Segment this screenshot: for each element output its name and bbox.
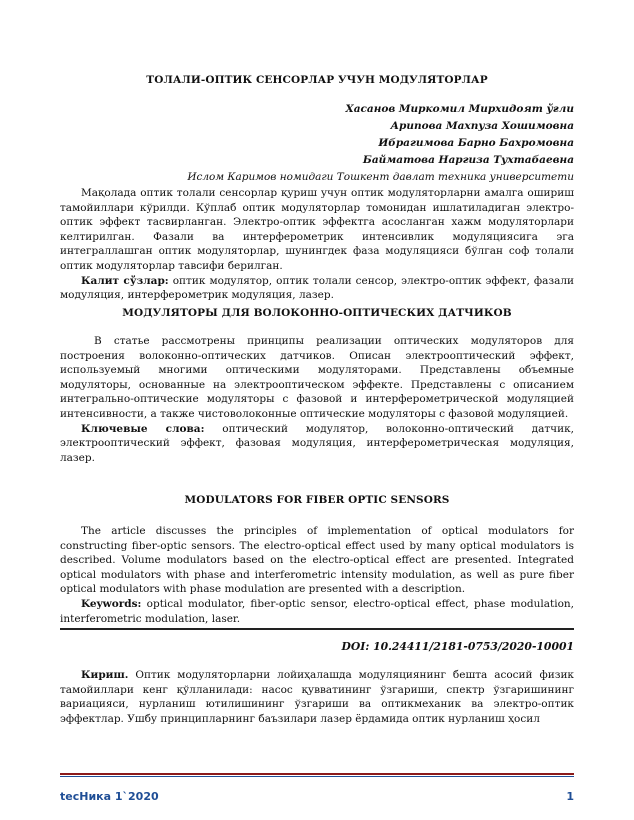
page-number: 1 — [566, 790, 574, 803]
author-name: Хасанов Миркомил Мирхидоят ўғли — [345, 103, 574, 115]
russian-abstract: В статье рассмотрены принципы реализации оптических модуляторов для построения волоконно-оптических датчиков. Описан электрооптический эффект, используемый многими оптическими модуляторами. Представлены объемные модуляторы, основанные на электрооптическом эффекте. Представлены с описанием интегрально-оптические модуляторы с фазовой и интерферометрической модуляцией интенсивности, а также чистоволоконные оптические модуляторы с фазовой модуляцией. — [60, 335, 574, 420]
english-abstract-section — [60, 524, 574, 626]
author-list — [60, 101, 574, 186]
russian-title: МОДУЛЯТОРЫ ДЛЯ ВОЛОКОННО-ОПТИЧЕСКИХ ДАТЧИКОВ — [122, 307, 512, 319]
author-name: Арипова Махпуза Хошимовна — [390, 120, 574, 132]
introduction-paragraph — [60, 668, 574, 726]
introduction-section — [60, 668, 574, 726]
journal-name: tecНика 1`2020 — [60, 790, 159, 803]
author-name: Ибрагимова Барно Бахромовна — [378, 137, 574, 149]
uzbek-abstract-section — [60, 186, 574, 303]
keywords-text: optical modulator, fiber-optic sensor, electro-optical effect, phase modulation, interferometric modulation, laser. — [60, 597, 574, 625]
intro-label: Кириш. — [81, 669, 129, 681]
affiliation: Ислом Каримов номидаги Тошкент давлат техника университети — [187, 171, 574, 183]
footer-rule-top — [60, 773, 574, 775]
intro-text: Оптик модуляторларни лойиҳалашда модуляциянинг бешта асосий физик тамойиллари кенг қўлланилади: насос қувватининг ўзгариши, спектр ўзгаришининг вариацияси, нурланиш ютилишининг ўзгариши ва оптикмеханик ва электро-оптик эффектлар. Ушбу принципларнинг баъзилари лазер ёрдамида оптик нурланиш ҳосил — [60, 669, 574, 725]
russian-abstract-section — [60, 334, 574, 465]
page-footer — [60, 790, 574, 803]
uzbek-abstract: Мақолада оптик толали сенсорлар қуриш учун оптик модуляторларни амалга ошириш тамойиллари кўрилди. Кўплаб оптик модуляторлар томонидан ишлатиладиган электро-оптик эффект тасвирланган. Электро-оптик эффектга асосланган хажм модуляторлари келтирилган. Фазали ва интерферометрик интенсивлик модуляциясига эга интеграллашган оптик модуляторлар, шунингдек фаза модуляцияси бўлган соф толали оптик модуляторлар тавсифи берилган. — [60, 187, 574, 272]
uzbek-title: ТОЛАЛИ-ОПТИК СЕНСОРЛАР УЧУН МОДУЛЯТОРЛАР — [146, 74, 488, 86]
english-title: MODULATORS FOR FIBER OPTIC SENSORS — [184, 494, 450, 506]
russian-keywords — [60, 422, 574, 466]
english-keywords — [60, 597, 574, 626]
footer-rule-bottom — [60, 776, 574, 777]
english-abstract: The article discusses the principles of implementation of optical modulators for constructing fiber-optic sensors. The electro-optical effect used by many optical modulators is described. Volume modulators based on the electro-optical effect are presented. Integrated optical modulators with phase and interferometric intensity modulation, as well as pure fiber optical modulators with phase modulation are presented with a description. — [60, 525, 574, 596]
keywords-label: Keywords: — [81, 597, 142, 610]
doi-line: DOI: 10.24411/2181-0753/2020-10001 — [341, 640, 574, 653]
author-name: Байматова Наргиза Тухтабаевна — [362, 154, 574, 166]
keywords-text: оптический модулятор, волоконно-оптический датчик, электрооптический эффект, фазовая модуляция, интерферометрическая модуляция, лазер. — [60, 422, 574, 464]
keywords-label: Ключевые слова: — [81, 422, 205, 435]
keywords-text: оптик модулятор, оптик толали сенсор, электро-оптик эффект, фазали модуляция, интерферометрик модуляция, лазер. — [60, 274, 574, 302]
uzbek-keywords — [60, 274, 574, 303]
doi-separator — [60, 628, 574, 630]
keywords-label: Калит сўзлар: — [81, 274, 169, 287]
